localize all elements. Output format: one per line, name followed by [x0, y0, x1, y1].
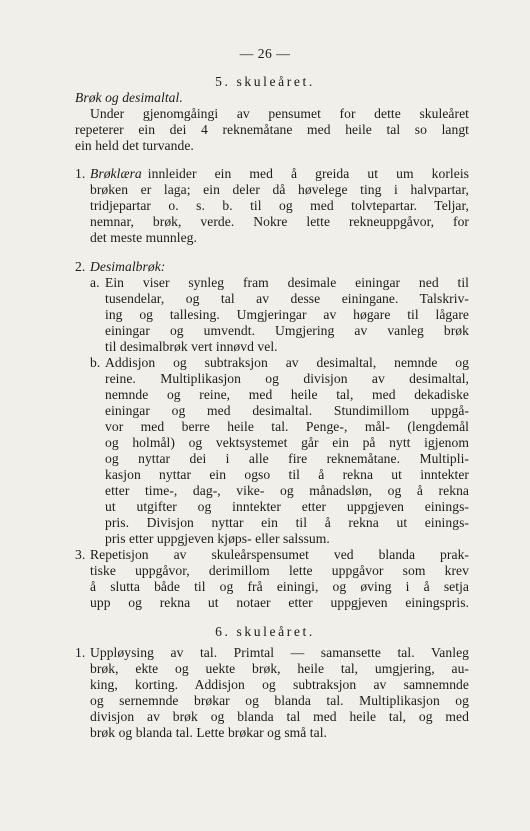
year5-item3-number: 3. — [75, 547, 86, 562]
year6-item1-line: divisjon av brøk og blanda tal med heile tal, og med — [90, 709, 469, 724]
year5-intro-line-2: repeterer ein dei 4 reknemåtane med heile tal so langt — [75, 122, 469, 137]
year5-item3-line: å slutta både til og frå einingi, og øving i å setja — [90, 579, 469, 594]
year5-item2b-line: vor med berre heile tal. Penge-, mål- (lengdemål — [105, 419, 469, 434]
year5-item2b-line: kasjon nyttar ein ogso til å rekna ut inntekter — [105, 467, 469, 482]
year5-item2a-line: einingar og umvendt. Umgjering av vanleg brøk — [105, 323, 469, 338]
year5-item2b-line: pris. Divisjon nyttar ein til å rekna ut einings- — [105, 515, 469, 530]
year5-item1-line: brøken er laga; ein deler då høvelege ting i halvpartar, — [90, 182, 469, 197]
year5-item2-title: Desimalbrøk: — [90, 259, 166, 274]
year5-item2a-line: tusendelar, og tal av desse einingane. Talskriv- — [105, 291, 469, 306]
year5-item2-number: 2. — [75, 259, 86, 274]
year5-item2b-line: og nyttar dei i alle fire reknemåtane. Multipli- — [105, 451, 469, 466]
year5-item2a-line: Ein viser synleg fram desimale einingar ned til — [105, 275, 469, 290]
year6-item1-line: king, korting. Addisjon og subtraksjon av samnemnde — [90, 677, 469, 692]
year5-item3-line: Repetisjon av skuleårspensumet ved blanda prak- — [90, 547, 469, 562]
year5-item2b-line: og holmål) og vektsystemet går ein på nytt igjenom — [105, 435, 469, 450]
year5-intro-line-1: Under gjenomgåingi av pensumet for dette skuleåret — [90, 106, 469, 121]
year5-item2b-line: reine. Multiplikasjon og divisjon av desimaltal, — [105, 371, 469, 386]
year5-item1-first-line — [90, 166, 469, 182]
year5-item3-line: upp og rekna ut notaer etter uppgjeven einingspris. — [90, 595, 469, 610]
year5-item2b-line: ut utgifter og inntekter etter uppgjeven einings- — [105, 499, 469, 514]
year5-item2b-line: pris etter uppgjeven kjøps- eller salssum. — [105, 531, 330, 546]
year5-item2a-line: ing og tallesing. Umgjeringar av høgare til lågare — [105, 307, 469, 322]
year5-item2b-line: etter time-, dag-, vike- og månadsløn, og å rekna — [105, 483, 469, 498]
year6-heading: 6. skuleåret. — [215, 624, 315, 639]
year5-item1-number: 1. — [75, 166, 86, 181]
year5-item2b-label: b. — [90, 355, 101, 370]
year5-item1-title: Brøklæra — [90, 166, 142, 181]
year6-item1-number: 1. — [75, 645, 86, 660]
year5-item1-line: nemnar, brøk, verde. Nokre lette rekneuppgåvor, for — [90, 214, 469, 229]
year5-intro-line-3: ein held det turvande. — [75, 138, 194, 153]
year6-item1-line: brøk og blanda tal. Lette brøkar og små tal. — [90, 725, 327, 740]
year5-item2a-line: til desimalbrøk vert innøvd vel. — [105, 339, 278, 354]
year6-item1-line: Uppløysing av tal. Primtal — samansette tal. Vanleg — [90, 645, 469, 660]
year5-item1-first-rest: innleider ein med å greida ut um korleis — [147, 166, 469, 181]
year6-item1-line: brøk, ekte og uekte brøk, heile tal, umgjering, au- — [90, 661, 469, 676]
year5-item2b-line: einingar og med desimaltal. Stundimillom uppgå- — [105, 403, 469, 418]
year5-item2b-line: nemnde og reine, med heile tal, med dekadiske — [105, 387, 469, 402]
year5-subheading: Brøk og desimaltal. — [75, 90, 183, 105]
year5-item3-line: tiske uppgåvor, derimillom lette uppgåvor som krev — [90, 563, 469, 578]
year6-item1-line: og sernemnde brøkar og blanda tal. Multiplikasjon og — [90, 693, 469, 708]
page-number: — 26 — — [239, 46, 291, 61]
year5-item1-line: tridjepartar o. s. b. til og med tolvtepartar. Teljar, — [90, 198, 469, 213]
year5-item2b-line: Addisjon og subtraksjon av desimaltal, nemnde og — [105, 355, 469, 370]
year5-item1-line: det meste munnleg. — [90, 230, 197, 245]
year5-item2a-label: a. — [90, 275, 100, 290]
year5-heading: 5. skuleåret. — [215, 74, 315, 89]
